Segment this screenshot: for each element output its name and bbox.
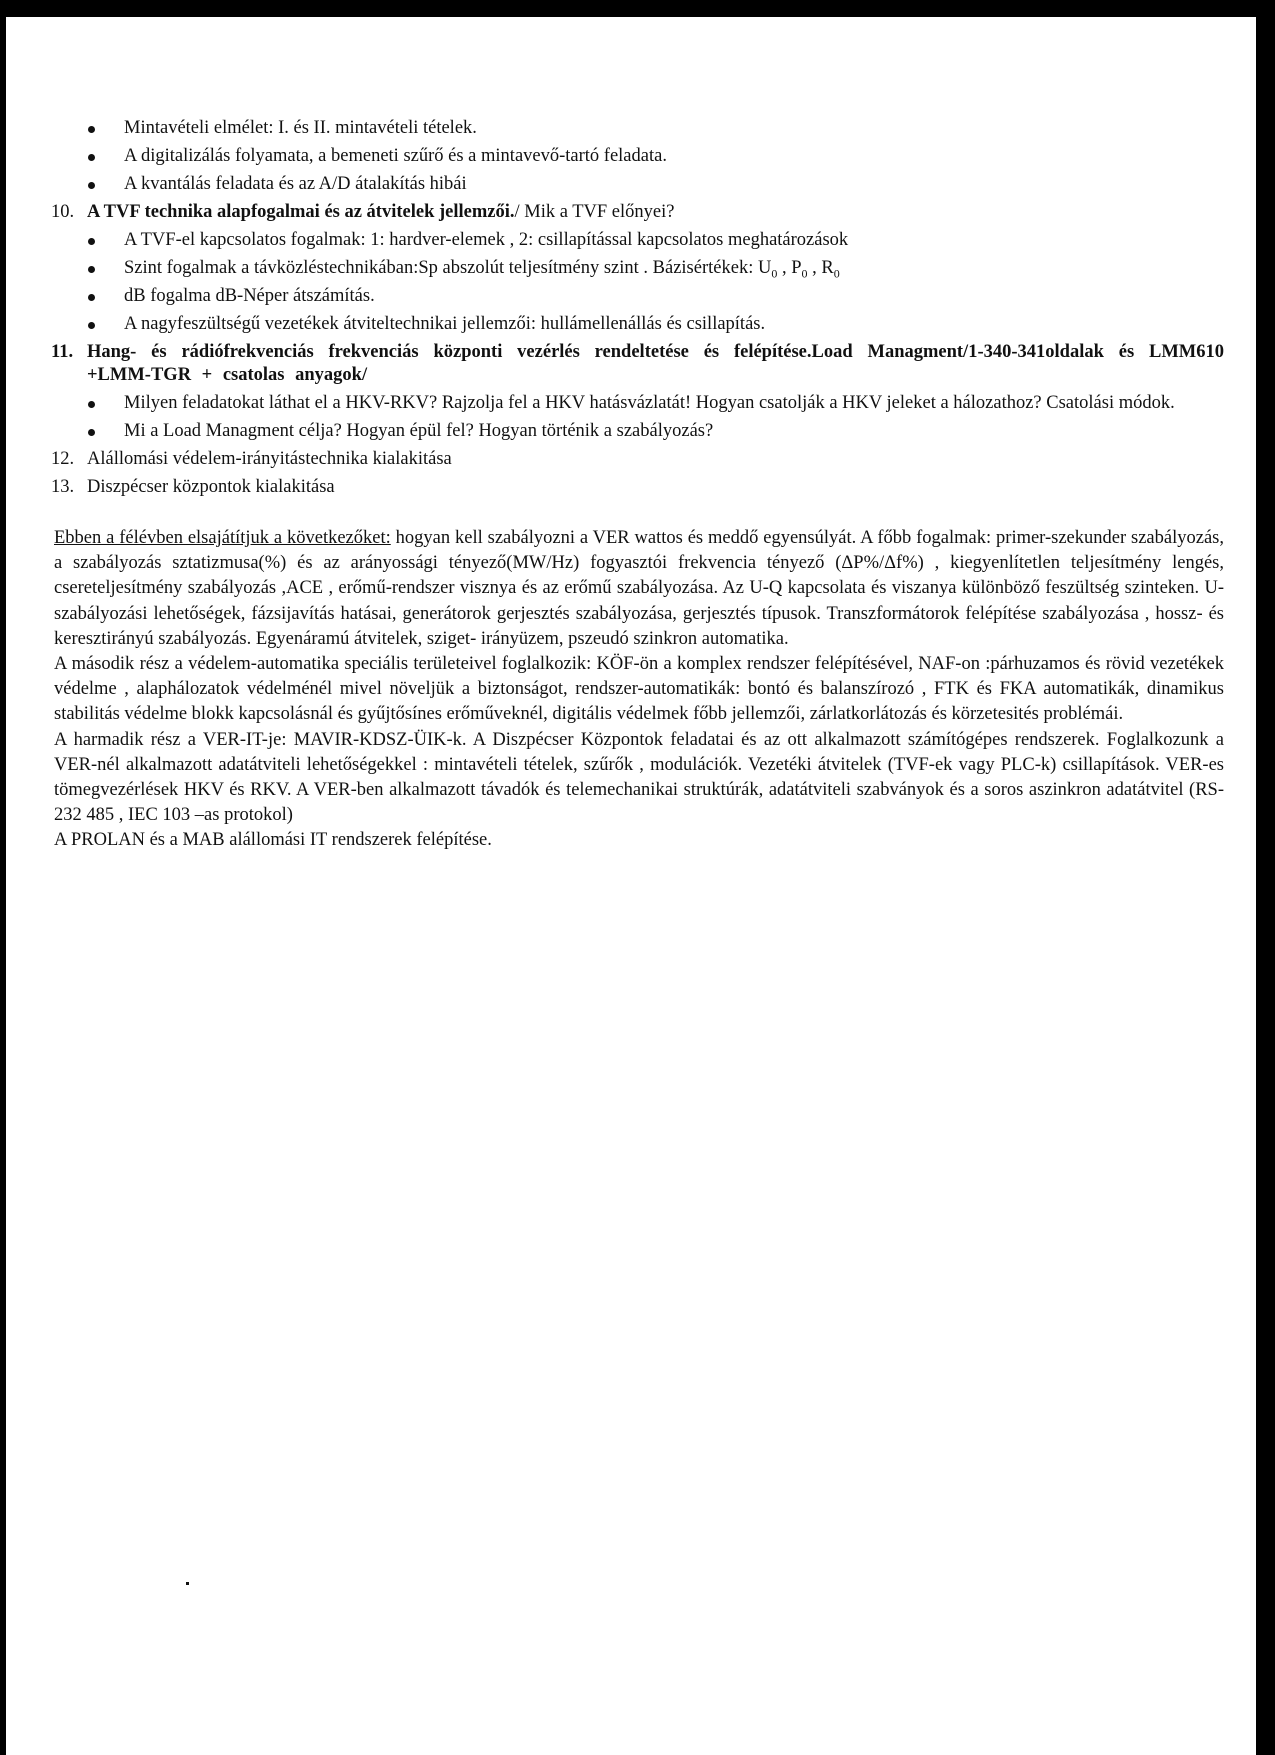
list-item [54, 313, 1224, 336]
item-title: Alállomási védelem-irányitástechnika kialakitása [87, 449, 452, 469]
list-item-text: Mintavételi elmélet: I. és II. mintavételi tételek. [124, 118, 477, 138]
numbered-item-13 [51, 476, 1224, 499]
summary-paragraph: A PROLAN és a MAB alállomási IT rendszerek felépítése. [54, 830, 492, 851]
document-body [51, 117, 1224, 854]
list-item [54, 420, 1224, 443]
list-item-text: Szint fogalmak a távközléstechnikában:Sp abszolút teljesítmény szint . Bázisértékek: [124, 258, 758, 278]
list-item [54, 173, 1224, 196]
scanned-page [6, 17, 1256, 1755]
list-item-text: A kvantálás feladata és az A/D átalakítás hibái [124, 174, 467, 194]
bullet-icon [88, 238, 95, 245]
subscript: 0 [771, 266, 778, 281]
bullet-icon [88, 126, 95, 133]
item-title: A TVF technika alapfogalmai és az átvitelek jellemzői. [87, 202, 515, 222]
item-number: 12. [51, 449, 75, 469]
numbered-item-12 [51, 448, 1224, 471]
summary-paragraph: A második rész a védelem-automatika speciális területeivel foglalkozik: KÖF-ön a komplex rendszer felépítésével, NAF-on :párhuzamos és rövid vezetékek védelme , alaphálozatok védelménél mivel növeljük a biztonságot, rendszer-automatikák: bontó és balanszírozó , FTK és FKA automatikák, dinamikus stabilitás védelme blokk kapcsolásnál és gyűjtősínes erőműveknél, digitális védelmek főbb jellemzői, zárlatkorlátozás és körzetesités problémái. [54, 654, 1224, 725]
list-item [54, 285, 1224, 308]
list-item [54, 117, 1224, 140]
list-item-text: dB fogalma dB-Néper átszámítás. [124, 286, 375, 306]
list-item [54, 257, 1224, 280]
list-item [54, 392, 1224, 415]
numbered-item-11 [51, 341, 1224, 387]
item-number: 10. [51, 202, 75, 222]
summary-paragraph [54, 526, 1224, 652]
subscript: 0 [833, 266, 840, 281]
bullet-icon [88, 294, 95, 301]
bullet-icon [88, 154, 95, 161]
list-item-text: A digitalizálás folyamata, a bemeneti szűrő és a mintavevő-tartó feladata. [124, 146, 667, 166]
item-title-rest: / Mik a TVF előnyei? [514, 202, 675, 222]
summary-lead: Ebben a félévben elsajátítjuk a következőket: [54, 528, 391, 548]
item-number: 13. [51, 477, 75, 497]
base-value-u: U [757, 258, 772, 278]
subscript: 0 [801, 266, 808, 281]
item-title: Hang- és rádiófrekvenciás frekvenciás központi vezérlés rendeltetése és felépítése.Load Managment/1-340-341oldalak és LMM610 +LMM-TGR + csatolas anyagok/ [87, 342, 1224, 385]
list-item [54, 145, 1224, 168]
numbered-item-10 [51, 201, 1224, 224]
bullet-icon [88, 322, 95, 329]
base-value-p: P [791, 258, 802, 278]
separator: , [807, 258, 822, 278]
bullet-icon [88, 401, 95, 408]
list-item-text: A nagyfeszültségű vezetékek átviteltechnikai jellemzői: hullámellenállás és csillapítás. [124, 314, 766, 334]
summary-text: hogyan kell szabályozni a VER wattos és meddő egyensúlyát. A főbb fogalmak: primer-szekunder szabályozás, a szabályozás sztatizmusa(%) és az arányossági tényező(MW/Hz) fogyasztói frekvencia tényező (ΔP%/Δf%) , kiegyenlítetlen teljesítmény lengés, csereteljesítmény szabályozás ,ACE , erőmű-rendszer visznya és az erőmű szabályozása. Az U-Q kapcsolata és viszanya különböző feszültség szinteken. U-szabályozási lehetőségek, fázsijavítás hatásai, generátorok gerjesztés szabályozása, gerjesztés típusok. Transzformátorok felépítése szabályozása , hossz- és keresztirányú szabályozás. Egyenáramú átvitelek, sziget- irányüzem, pszeudó szinkron automatika. [54, 528, 1224, 649]
bullet-icon [88, 429, 95, 436]
semester-summary [54, 526, 1224, 854]
summary-paragraph: A harmadik rész a VER-IT-je: MAVIR-KDSZ-ÜIK-k. A Diszpécser Központok feladatai és az ott alkalmazott számítógépes rendszerek. Foglalkozunk a VER-nél alkalmazott adatátviteli lehetőségekkel : mintavételi tételek, szűrők , modulációk. Vezetéki átvitelek (TVF-ek vagy PLC-k) csillapítások. VER-es tömegvezérlések HKV és RKV. A VER-ben alkalmazott távadók és telemechanikai struktúrák, adatátviteli szabványok és a soros aszinkron adatátvitel (RS-232 485 , IEC 103 –as protokol) [54, 729, 1224, 826]
list-item-text: Milyen feladatokat láthat el a HKV-RKV? Rajzolja fel a HKV hatásvázlatát! Hogyan csatolják a HKV jeleket a hálozathoz? Csatolási módok. [124, 393, 1175, 413]
base-value-r: R [821, 258, 834, 278]
item-title: Diszpécser központok kialakitása [87, 477, 335, 497]
bullet-icon [88, 266, 95, 273]
item-number: 11. [51, 342, 74, 362]
list-item-text: Mi a Load Managment célja? Hogyan épül fel? Hogyan történik a szabályozás? [124, 421, 714, 441]
list-item-text: A TVF-el kapcsolatos fogalmak: 1: hardver-elemek , 2: csillapítással kapcsolatos meghatározások [124, 230, 849, 250]
bullet-icon [88, 182, 95, 189]
scan-speck [186, 1582, 189, 1585]
list-item [54, 229, 1224, 252]
separator: , [777, 258, 792, 278]
